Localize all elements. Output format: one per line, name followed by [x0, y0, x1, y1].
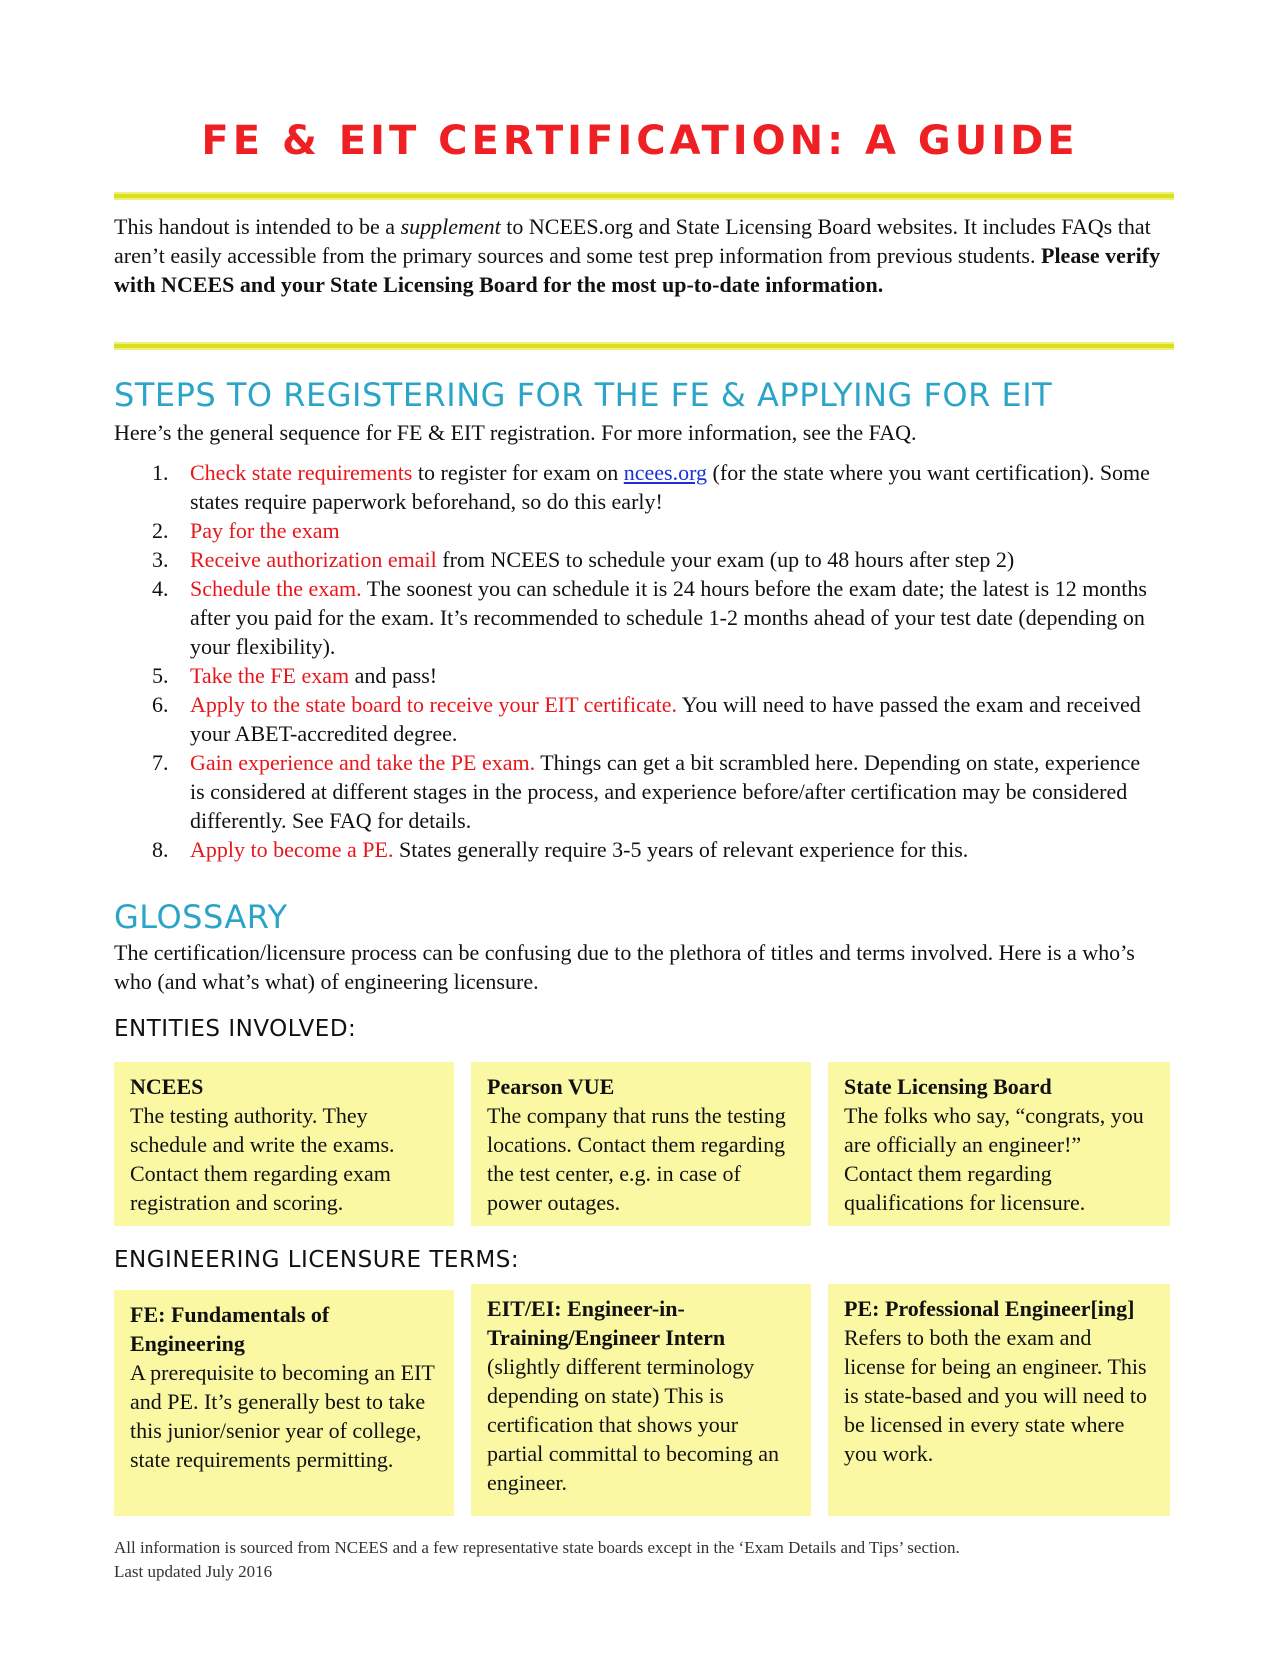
- step-highlight: Check state requirements: [190, 460, 413, 485]
- step-text: and pass!: [349, 663, 438, 688]
- list-item: [140, 458, 1160, 516]
- step-highlight: Take the FE exam: [190, 663, 350, 688]
- card-body: Refers to both the exam and license for being an engineer. This is state-based and you will need to be licensed in every state where you work.: [844, 1325, 1148, 1466]
- step-text: (for the state where you want certification). Some states require paperwork beforehand, so do this early!: [190, 460, 1150, 514]
- steps-heading: STEPS TO REGISTERING FOR THE FE & APPLYING FOR EIT: [114, 376, 1053, 414]
- top-divider: [114, 192, 1174, 200]
- step-number: 5.: [152, 663, 169, 688]
- step-number: 6.: [152, 692, 169, 717]
- intro-paragraph: [114, 212, 1174, 299]
- glossary-heading: GLOSSARY: [114, 898, 288, 936]
- step-number: 1.: [152, 460, 169, 485]
- entity-card-state-board: [828, 1062, 1170, 1226]
- step-text: from NCEES to schedule your exam (up to 48 hours after step 2): [436, 547, 1015, 572]
- step-number: 8.: [152, 837, 169, 862]
- step-text: Things can get a bit scrambled here. Depending on state, experience is considered at different stages in the process, and experience before/after certification may be considered differently. See FAQ for details.: [190, 750, 1141, 833]
- page-title: FE & EIT CERTIFICATION: A GUIDE: [201, 118, 1079, 164]
- entity-card-pearson-vue: [471, 1062, 811, 1226]
- card-title: FE: Fundamentals of Engineering: [130, 1302, 330, 1356]
- card-body: The company that runs the testing locations. Contact them regarding the test center, e.g. in case of power outages.: [487, 1103, 786, 1215]
- list-item: [140, 748, 1160, 835]
- list-item: [140, 661, 1160, 690]
- list-item: [140, 574, 1160, 661]
- card-title: State Licensing Board: [844, 1074, 1052, 1099]
- step-text: States generally require 3-5 years of relevant experience for this.: [393, 837, 969, 862]
- step-highlight: Pay for the exam: [190, 518, 340, 543]
- card-body: A prerequisite to becoming an EIT and PE. It’s generally best to take this junior/senior year of college, state requirements permitting.: [130, 1360, 435, 1472]
- footer-source: All information is sourced from NCEES and a few representative state boards except in the ‘Exam Details and Tips’ section.: [114, 1538, 960, 1557]
- list-item: [140, 545, 1160, 574]
- intro-emphasis: supplement: [400, 214, 501, 239]
- step-text: You will need to have passed the exam and received your ABET-accredited degree.: [190, 692, 1141, 746]
- card-title: PE: Professional Engineer[ing]: [844, 1296, 1135, 1321]
- card-body: The testing authority. They schedule and write the exams. Contact them regarding exam registration and scoring.: [130, 1103, 395, 1215]
- step-highlight: Schedule the exam.: [190, 576, 362, 601]
- card-body: (slightly different terminology depending on state) This is certification that shows your partial committal to becoming an engineer.: [487, 1354, 780, 1495]
- card-title: NCEES: [130, 1074, 204, 1099]
- terms-heading: ENGINEERING LICENSURE TERMS:: [114, 1247, 520, 1273]
- term-card-eit: [471, 1284, 811, 1516]
- intro-bold-note: Please verify with NCEES and your State Licensing Board for the most up-to-date information.: [114, 243, 1161, 297]
- list-item: [140, 516, 1160, 545]
- card-body: The folks who say, “congrats, you are officially an engineer!” Contact them regarding qualifications for licensure.: [844, 1103, 1144, 1215]
- entities-heading: ENTITIES INVOLVED:: [114, 1016, 357, 1042]
- card-title: Pearson VUE: [487, 1074, 615, 1099]
- list-item: [140, 690, 1160, 748]
- term-card-fe: [114, 1290, 454, 1516]
- footer-updated: Last updated July 2016: [114, 1562, 273, 1581]
- intro-text-2: to NCEES.org and State Licensing Board websites. It includes FAQs that aren’t easily accessible from the primary sources and some test prep information from previous students.: [114, 214, 1151, 268]
- step-number: 2.: [152, 518, 169, 543]
- footer-note: [114, 1536, 1194, 1584]
- term-card-pe: [828, 1284, 1170, 1516]
- list-item: [140, 835, 1160, 864]
- steps-list: [140, 458, 1160, 864]
- step-number: 4.: [152, 576, 169, 601]
- intro-text-1: This handout is intended to be a: [114, 214, 401, 239]
- card-title: EIT/EI: Engineer-in-Training/Engineer Intern: [487, 1296, 726, 1350]
- step-highlight: Gain experience and take the PE exam.: [190, 750, 536, 775]
- step-highlight: Apply to the state board to receive your EIT certificate.: [190, 692, 678, 717]
- steps-lead: Here’s the general sequence for FE & EIT registration. For more information, see the FAQ.: [114, 420, 917, 445]
- step-number: 3.: [152, 547, 169, 572]
- step-text: The soonest you can schedule it is 24 hours before the exam date; the latest is 12 months after you paid for the exam. It’s recommended to schedule 1-2 months ahead of your test date (depending on your flexibility).: [190, 576, 1147, 659]
- step-text: to register for exam on: [412, 460, 624, 485]
- intro-divider: [114, 342, 1174, 350]
- glossary-lead: The certification/licensure process can be confusing due to the plethora of titles and terms involved. Here is a who’s who (and what’s what) of engineering licensure.: [114, 940, 1135, 994]
- step-number: 7.: [152, 750, 169, 775]
- step-highlight: Receive authorization email: [190, 547, 437, 572]
- step-highlight: Apply to become a PE.: [190, 837, 394, 862]
- ncees-link[interactable]: ncees.org: [623, 460, 708, 485]
- entity-card-ncees: [114, 1062, 454, 1226]
